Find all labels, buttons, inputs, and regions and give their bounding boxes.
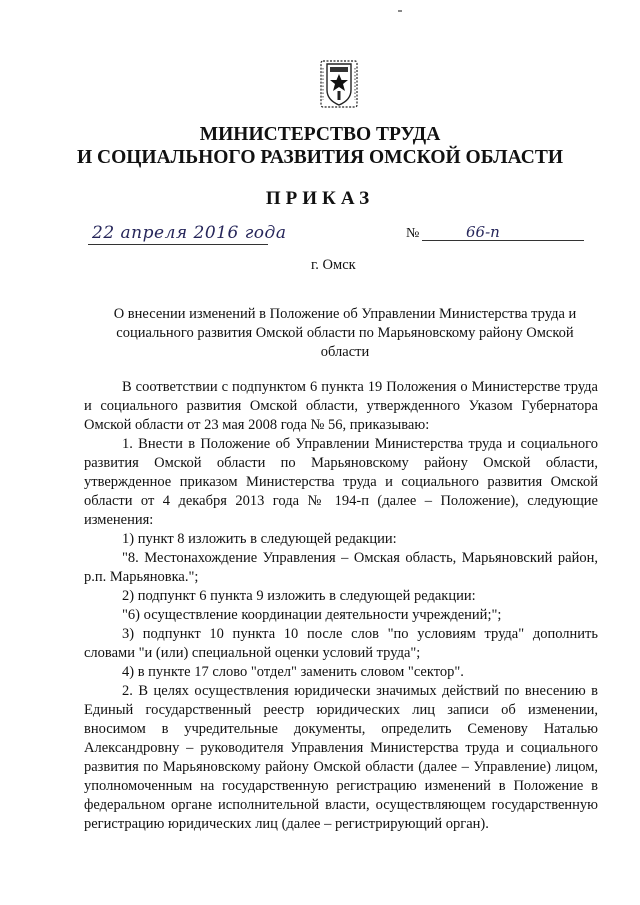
number-underline [422, 240, 584, 241]
coat-of-arms-emblem [320, 60, 358, 108]
handwritten-date: 22 апреля 2016 года [92, 223, 287, 243]
paragraph-item-2: 2. В целях осуществления юридически значимых действий по внесению в Единый государственный реестр юридических лиц записи об изменении, вносимом в учредительные документы, определить Семенову Наталью Александровну – руководителя Управления Министерства труда и социального развития по Марьяновскому району Омской области (далее – Управление) лицом, уполномоченным на государственную регистрацию изменений в Положение в федеральном органе исполнительной власти, осуществляющем государственную регистрацию юридических лиц (далее – регистрирующий орган). [84, 683, 598, 832]
ministry-title-line1: МИНИСТЕРСТВО ТРУДА [199, 124, 441, 145]
document-type-heading: ПРИКАЗ [265, 188, 375, 209]
paragraph-subitem: 4) в пункте 17 слово "отдел" заменить словом "сектор". [122, 664, 464, 680]
number-label: № [406, 226, 420, 241]
scan-mark [398, 10, 402, 12]
paragraph-subitem: 2) подпункт 6 пункта 9 изложить в следующей редакции: [122, 588, 476, 604]
order-subject: О внесении изменений в Положение об Управлении Министерства труда и социального развития Омской области по Марьяновскому району Омской области [113, 306, 577, 360]
paragraph-subitem: "8. Местонахождение Управления – Омская область, Марьяновский район, р.п. Марьяновка."; [84, 550, 598, 585]
handwritten-order-number: 66-п [466, 223, 500, 241]
paragraph-subitem: "6) осуществление координации деятельности учреждений;"; [122, 607, 502, 623]
order-body [84, 378, 598, 834]
city-label: г. Омск [311, 257, 356, 273]
paragraph-preamble: В соответствии с подпунктом 6 пункта 19 Положения о Министерстве труда и социального развития Омской области, утвержденного Указом Губернатора Омской области от 23 мая 2008 года № 56, приказываю: [84, 379, 598, 433]
date-underline [88, 244, 268, 245]
paragraph-item-1: 1. Внести в Положение об Управлении Министерства труда и социального развития Омской области по Марьяновскому району Омской области, утвержденное приказом Министерства труда и социального развития Омской области от 4 декабря 2013 года № 194-п (далее – Положение), следующие изменения: [84, 436, 598, 528]
paragraph-subitem: 3) подпункт 10 пункта 10 после слов "по условиям труда" дополнить словами "и (или) специальной оценки условий труда"; [84, 626, 598, 661]
paragraph-subitem: 1) пункт 8 изложить в следующей редакции: [122, 531, 397, 547]
ministry-title-line2: И СОЦИАЛЬНОГО РАЗВИТИЯ ОМСКОЙ ОБЛАСТИ [76, 147, 564, 168]
